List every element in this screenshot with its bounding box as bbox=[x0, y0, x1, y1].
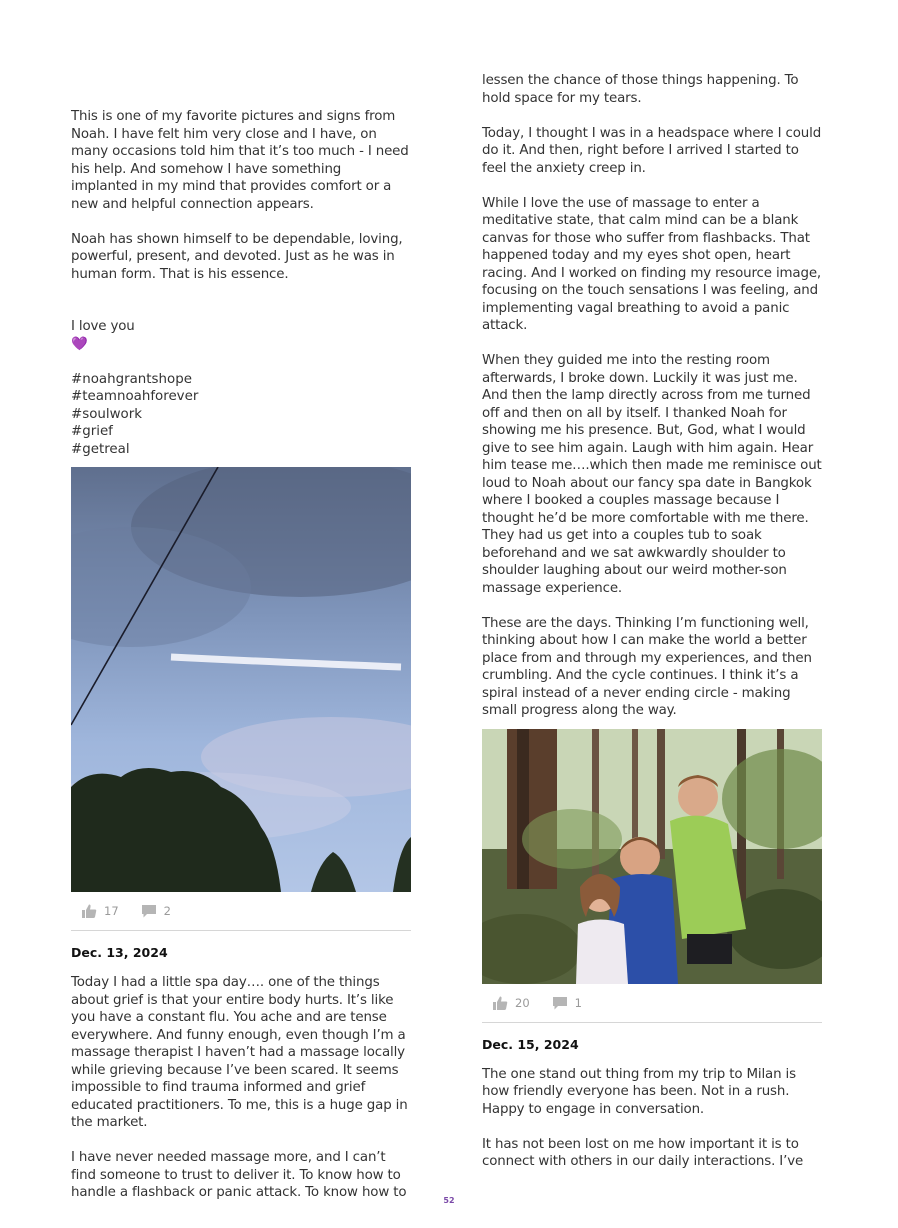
body-paragraph: lessen the chance of those things happening. To hold space for my tears. bbox=[482, 73, 799, 106]
right-column bbox=[482, 72, 822, 1171]
hashtag-list bbox=[71, 371, 411, 459]
post-paragraph: Today I had a little spa day…. one of the things about grief is that your entire body hurts. It’s like you have a constant flu. You ache and are tense everywhere. And funny enough, even though I’m a massage therapist I haven’t had a massage locally while grieving because I’ve been scared. It seems impossible to find trauma informed and grief educated practitioners. To me, this is a huge gap in the market. bbox=[71, 975, 408, 1130]
hashtag[interactable]: #grief bbox=[71, 424, 113, 439]
post-date: Dec. 15, 2024 bbox=[482, 1036, 579, 1052]
right-post-stats bbox=[482, 984, 822, 1023]
left-post-stats bbox=[71, 892, 411, 931]
body-paragraph: When they guided me into the resting room afterwards, I broke down. Luckily it was just me. And then the lamp directly across from me turned off and then on all by itself. I thanked Noah for showing me his presence. But, God, what I would give to see him again. Laugh with him again. Hear him tease me….which then made me reminisce out loud to Noah about our fancy spa date in Bangkok where I booked a couples massage because I thought he’d be more comfortable with me there. They had us get into a couples tub to soak beforehand and we sat awkwardly shoulder to shoulder laughing about our weird mother-son massage experience. bbox=[482, 353, 822, 596]
forest-kids-photo bbox=[482, 729, 822, 984]
intro-paragraph: Noah has shown himself to be dependable, loving, powerful, present, and devoted. Just as he was in human form. That is his essence. bbox=[71, 231, 403, 282]
post-date: Dec. 13, 2024 bbox=[71, 945, 168, 960]
body-paragraph: These are the days. Thinking I’m functioning well, thinking about how I can make the world a better place from and through my experiences, and then crumbling. And the cycle continues. I think it’s a spiral instead of a never ending circle - making small progress along the way. bbox=[482, 615, 812, 718]
comment-icon bbox=[141, 904, 157, 918]
intro-paragraph: This is one of my favorite pictures and signs from Noah. I have felt him very close and I have, on many occasions told him that it’s too much - I need his help. And somehow I have something implanted in my mind that provides comfort or a new and helpful connection appears. bbox=[71, 109, 409, 212]
sky-photo bbox=[71, 467, 411, 892]
comment-button[interactable] bbox=[141, 904, 171, 918]
love-line bbox=[71, 301, 411, 354]
hashtag[interactable]: #teamnoahforever bbox=[71, 389, 199, 404]
body-paragraph: While I love the use of massage to enter a meditative state, that calm mind can be a blank canvas for those who suffer from flashbacks. That happened today and my eyes shot open, heart racing. And I worked on finding my resource image, focusing on the touch sensations I was feeling, and implementing vagal breathing to avoid a panic attack. bbox=[482, 195, 822, 333]
hashtag[interactable]: #soulwork bbox=[71, 406, 143, 422]
left-column bbox=[71, 108, 411, 1202]
purple-heart-icon: 💜 bbox=[71, 336, 88, 352]
thumbs-up-icon bbox=[492, 996, 508, 1010]
post-paragraph: It has not been lost on me how important it is to connect with others in our daily interactions. I’ve bbox=[482, 1136, 804, 1169]
body-paragraph: Today, I thought I was in a headspace where I could do it. And then, right before I arrived I started to feel the anxiety creep in. bbox=[482, 125, 822, 176]
like-count: 20 bbox=[515, 995, 530, 1010]
love-text: I love you bbox=[71, 319, 135, 334]
comment-button[interactable] bbox=[552, 996, 582, 1010]
like-button[interactable] bbox=[81, 904, 119, 918]
thumbs-up-icon bbox=[81, 904, 97, 918]
hashtag[interactable]: #getreal bbox=[71, 441, 130, 457]
comment-count: 2 bbox=[163, 904, 171, 918]
like-count: 17 bbox=[104, 904, 119, 918]
post-paragraph: The one stand out thing from my trip to Milan is how friendly everyone has been. Not in a rush. Happy to engage in conversation. bbox=[482, 1066, 796, 1117]
page-number: 52 bbox=[443, 1196, 455, 1205]
comment-icon bbox=[552, 996, 568, 1010]
post-paragraph: I have never needed massage more, and I can’t find someone to trust to deliver it. To know how to handle a flashback or panic attack. To know how to bbox=[71, 1150, 407, 1200]
comment-count: 1 bbox=[574, 995, 582, 1010]
like-button[interactable] bbox=[492, 996, 530, 1010]
hashtag[interactable]: #noahgrantshope bbox=[71, 371, 192, 387]
